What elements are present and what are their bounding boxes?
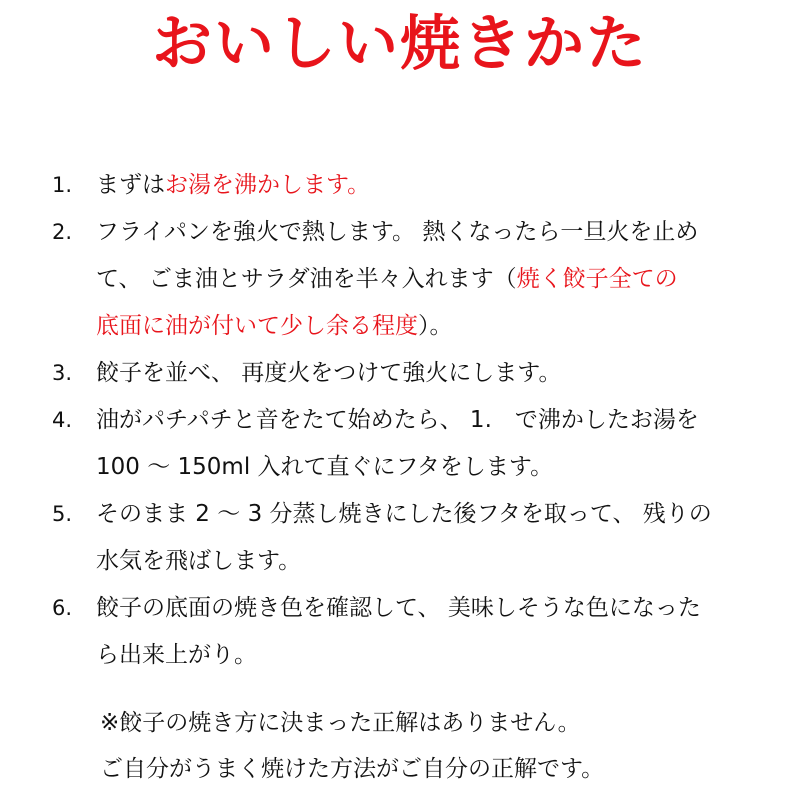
footnote [100,700,790,792]
step-line [96,350,772,397]
note-line: ※餃子の焼き方に決まった正解はありません。 [100,710,581,736]
note-line: ご自分がうまく焼けた方法がご自分の正解です。 [100,756,605,782]
highlighted-text: 底面に油が付いて少し余る程度 [96,313,418,339]
step-text [96,350,772,397]
step-line-text: 餃子を並べ、 再度火をつけて強火にします。 [96,360,562,386]
step-line [96,538,772,585]
step-number: 1. [52,173,73,197]
step-line [96,209,772,256]
step-line-text: まずは [96,172,165,198]
step-text [96,491,772,585]
highlighted-text: 焼く餃子全ての [516,266,678,292]
step-item [52,397,772,491]
step-number: 3. [52,361,73,385]
step-line-text: 水気を飛ばします。 [96,548,302,574]
step-line [96,162,772,209]
step-line [96,632,772,679]
step-item [52,585,772,679]
step-text [96,209,772,350]
step-number: 6. [52,596,73,620]
step-line-text: 油がパチパチと音をたて始めたら、 1. で沸かしたお湯を [96,407,699,433]
step-line-text: 100 〜 150ml 入れて直ぐにフタをします。 [96,454,554,480]
step-text [96,162,772,209]
instruction-list [52,162,772,679]
step-item [52,350,772,397]
step-number: 5. [52,502,73,526]
step-line-text: そのまま 2 〜 3 分蒸し焼きにした後フタを取って、 残りの [96,501,712,527]
step-line [96,397,772,444]
step-line [96,585,772,632]
step-item [52,209,772,350]
step-item [52,491,772,585]
highlighted-text: お湯を沸かします。 [165,172,371,198]
step-line [96,303,772,350]
page-title: おいしい焼きかた [152,9,648,79]
step-line [96,444,772,491]
step-line [96,491,772,538]
step-item [52,162,772,209]
step-line [96,256,772,303]
step-line-text: 餃子の底面の焼き色を確認して、 美味しそうな色になった [96,595,701,621]
step-text [96,397,772,491]
step-line-text: て、 ごま油とサラダ油を半々入れます（ [96,266,517,292]
step-text [96,585,772,679]
step-number: 4. [52,408,73,432]
step-number: 2. [52,220,73,244]
step-line-text: ）。 [418,313,453,339]
step-line-text: フライパンを強火で熱します。 熱くなったら一旦火を止め [96,219,699,245]
step-line-text: ら出来上がり。 [96,642,257,668]
